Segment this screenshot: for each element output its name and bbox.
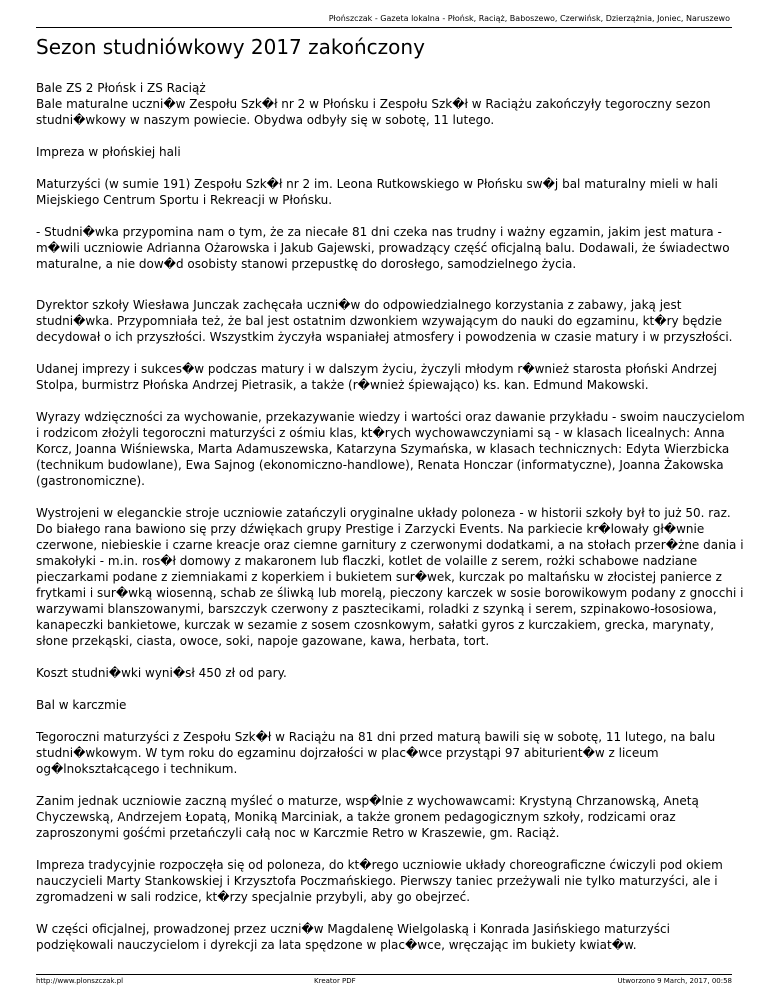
article-lead: Bale maturalne uczni�w Zespołu Szk�ł nr 2 w Płońsku i Zespołu Szk�ł w Raciążu zakończyły tegoroczny sezon studni�wkowy w naszym powiecie. Obydwa odbyły się w sobotę, 11 lutego. — [36, 97, 711, 127]
article-title: Sezon studniówkowy 2017 zakończony — [36, 35, 425, 59]
article-paragraph: Tegoroczni maturzyści z Zespołu Szk�ł w Raciążu na 81 dni przed maturą bawili się w sobotę, 11 lutego, na balu studni�wkowym. W tym roku do egzaminu dojrzałości w plac�wce przystąpi 97 abiturient�w z liceum og�lnokształcącego i technikum. — [36, 730, 716, 776]
footer-divider — [36, 974, 732, 975]
article-paragraph: Dyrektor szkoły Wiesława Junczak zachęcała uczni�w do odpowiedzialnego korzystania z zabawy, jaką jest studni�wka. Przypomniała też, że bal jest ostatnim dzwonkiem wzywającym do nauki do egzaminu, kt�ry będzie decydował o ich przyszłości. Wszystkim życzyła wspaniałej atmosfery i powodzenia w czasie matury i w przyszłości. — [36, 298, 733, 344]
article-paragraph: Udanej imprezy i sukces�w podczas matury i w dalszym życiu, życzyli młodym r�wnież starosta płoński Andrzej Stolpa, burmistrz Płońska Andrzej Pietrasik, a także (r�wnież śpiewająco) ks. kan. Edmund Makowski. — [36, 362, 718, 392]
site-header-line: Płońszczak - Gazeta lokalna - Płońsk, Raciąż, Baboszewo, Czerwińsk, Dzierzążnia, Joniec, Naruszewo — [328, 14, 730, 23]
footer-created-date: Utworzono 9 March, 2017, 00:58 — [617, 977, 732, 985]
article-paragraph: Impreza tradycyjnie rozpoczęła się od poloneza, do kt�rego uczniowie układy choreograficzne ćwiczyli pod okiem nauczycieli Marty Stankowskiej i Krzysztofa Poczmańskiego. Pierwszy taniec przeżywali nie tylko maturzyści, ale i zgromadzeni w sali rodzice, kt�rzy specjalnie przybyli, aby go obejrzeć. — [36, 858, 723, 904]
article-body — [36, 80, 748, 969]
section-heading: Bal w karczmie — [36, 698, 127, 712]
article-paragraph: Zanim jednak uczniowie zaczną myśleć o maturze, wsp�lnie z wychowawcami: Krystyną Chrzanowską, Anetą Chyczewską, Andrzejem Łopatą, Moniką Marciniak, a także gronem pedagogicznym szkoły, rodzicami oraz zaproszonymi gośćmi przetańczyli całą noc w Karczmie Retro w Kraszewie, gm. Raciąż. — [36, 794, 699, 840]
article-paragraph: - Studni�wka przypomina nam o tym, że za niecałe 81 dni czeka nas trudny i ważny egzamin, jakim jest matura - m�wili uczniowie Adrianna Ożarowska i Jakub Gajewski, prowadzący część oficjalną balu. Dodawali, że świadectwo maturalne, a nie dow�d osobisty stanowi przepustkę do dorosłego, samodzielnego życia. — [36, 225, 730, 271]
article-paragraph: Koszt studni�wki wyni�sł 450 zł od pary. — [36, 666, 287, 680]
page-footer — [36, 977, 732, 989]
article-paragraph: Maturzyści (w sumie 191) Zespołu Szk�ł nr 2 im. Leona Rutkowskiego w Płońsku sw�j bal maturalny mieli w hali Miejskiego Centrum Sportu i Rekreacji w Płońsku. — [36, 177, 718, 207]
article-subtitle: Bale ZS 2 Płońsk i ZS Raciąż — [36, 81, 206, 95]
article-paragraph: Wyrazy wdzięczności za wychowanie, przekazywanie wiedzy i wartości oraz dawanie przykładu - swoim nauczycielom i rodzicom złożyli tegoroczni maturzyści z ośmiu klas, kt�rych wychowawczyniami są - w klasach licealnych: Anna Korcz, Joanna Wiśniewska, Marta Adamuszewska, Katarzyna Szymańska, w klasach technicznych: Edyta Wierzbicka (technikum budowlane), Ewa Sajnog (ekonomiczno-handlowe), Renata Honczar (informatyczne), Joanna Żakowska (gastronomiczne). — [36, 410, 745, 488]
section-heading: Impreza w płońskiej hali — [36, 145, 181, 159]
header-divider — [36, 27, 732, 28]
article-paragraph: Wystrojeni w eleganckie stroje uczniowie zatańczyli oryginalne układy poloneza - w historii szkoły był to już 50. raz. Do białego rana bawiono się przy dźwiękach grupy Prestige i Zarzycki Events. Na parkiecie kr�lowały gł�wnie czerwone, niebieskie i czarne kreacje oraz ciemne garnitury z czerwonymi dodatkami, a na stołach przer�żne dania i smakołyki - m.in. ros�ł domowy z makaronem lub flaczki, kotlet de volaille z serem, rożki schabowe nadziane pieczarkami podane z ziemniakami z koperkiem i bukietem sur�wek, kurczak po maltańsku w złocistej panierce z frytkami i sur�wką wiosenną, schab ze śliwką lub morelą, pieczony karczek w sosie borowikowym podany z gnocchi i warzywami blanszowanymi, barszczyk czerwony z pasztecikami, roladki z szynką i serem, szpinakowo-łososiowa, kanapeczki bankietowe, kurczak w sezamie z sosem czosnkowym, sałatki gyros z kurczakiem, grecka, marynaty, słone przekąski, ciasta, owoce, soki, napoje gazowane, kawa, herbata, tort. — [36, 506, 744, 648]
footer-url-link[interactable]: http://www.plonszczak.pl — [36, 977, 124, 985]
footer-creator: Kreator PDF — [314, 977, 356, 985]
article-paragraph: W części oficjalnej, prowadzonej przez uczni�w Magdalenę Wielgolaską i Konrada Jasińskiego maturzyści podziękowali nauczycielom i dyrekcji za lata spędzone w plac�wce, wręczając im bukiety kwiat�w. — [36, 922, 670, 952]
